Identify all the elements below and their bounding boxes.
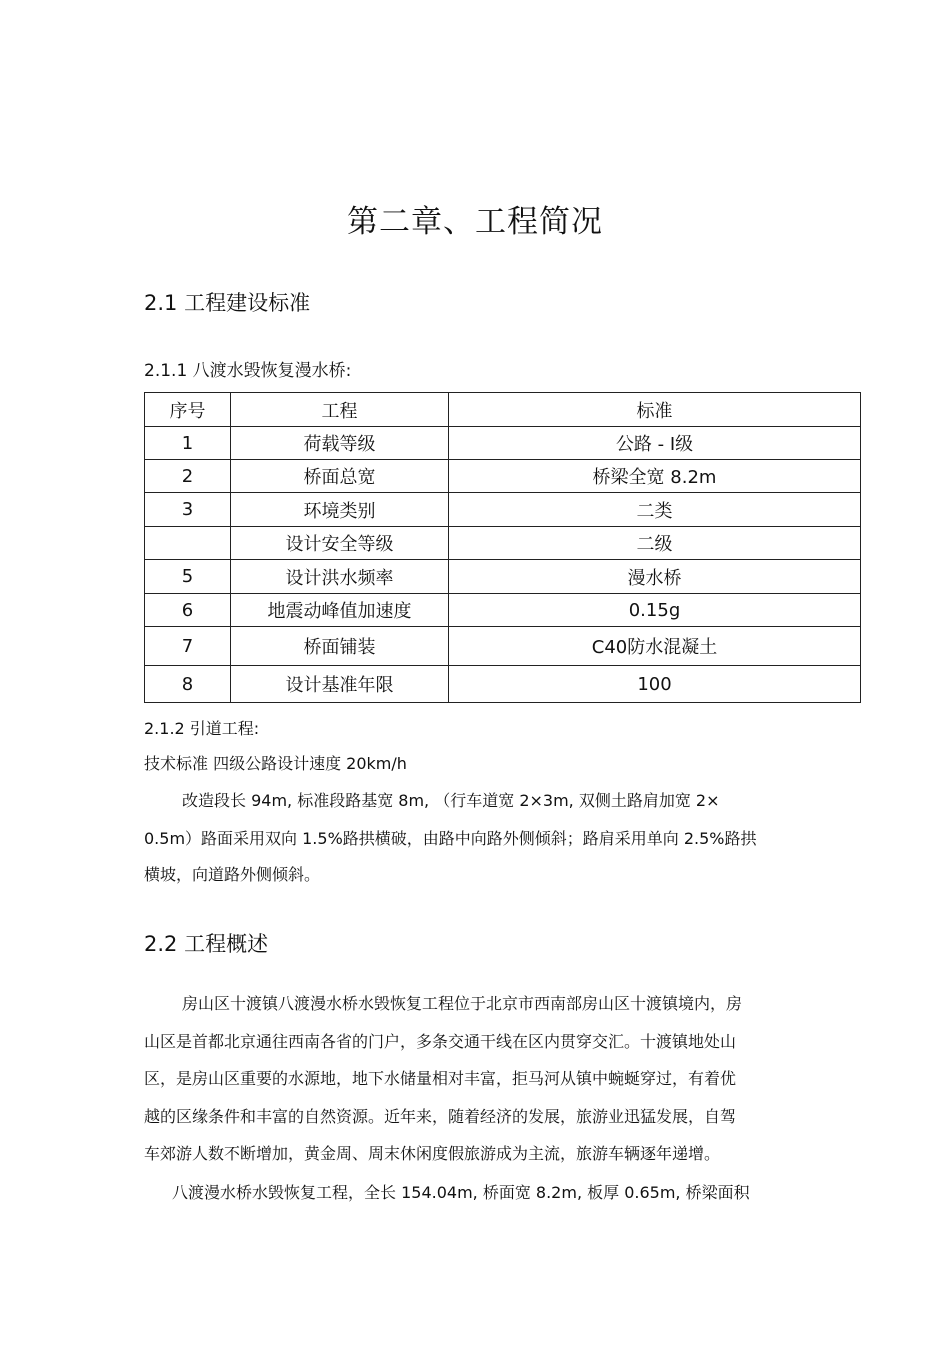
header-index: 序号	[145, 393, 231, 427]
cell-item: 设计安全等级	[231, 527, 449, 560]
table-row	[145, 594, 861, 627]
cell-item: 桥面总宽	[231, 460, 449, 493]
cell-index: 6	[145, 594, 231, 627]
cell-item: 地震动峰值加速度	[231, 594, 449, 627]
table-row	[145, 627, 861, 666]
cell-index: 5	[145, 560, 231, 594]
overview-line-3: 区，是房山区重要的水源地，地下水储量相对丰富，拒马河从镇中蜿蜒穿过，有着优	[144, 1069, 737, 1088]
table-row	[145, 493, 861, 527]
table-row	[145, 560, 861, 594]
table-row	[145, 427, 861, 460]
approach-line-3: 横坡，向道路外侧倾斜。	[144, 865, 321, 884]
table-row	[145, 460, 861, 493]
cell-index: 7	[145, 627, 231, 666]
cell-item: 桥面铺装	[231, 627, 449, 666]
overview-line-4: 越的区缘条件和丰富的自然资源。近年来，随着经济的发展，旅游业迅猛发展，自驾	[144, 1107, 737, 1126]
cell-item: 设计基准年限	[231, 666, 449, 703]
approach-line-1: 改造段长 94m, 标准段路基宽 8m, （行车道宽 2×3m, 双侧土路肩加宽 2×	[182, 791, 720, 810]
overview-line-6: 八渡漫水桥水毁恢复工程，全长 154.04m, 桥面宽 8.2m, 板厚 0.65m, 桥梁面积	[172, 1183, 750, 1202]
cell-standard: 漫水桥	[449, 560, 861, 594]
tech-standard-line: 技术标准 四级公路设计速度 20km/h	[144, 754, 407, 773]
section-heading-2-1: 2.1 工程建设标准	[144, 291, 311, 315]
cell-standard: 0.15g	[449, 594, 861, 627]
chapter-title: 第二章、工程简况	[347, 204, 603, 240]
approach-line-2: 0.5m）路面采用双向 1.5%路拱横破，由路中向路外侧倾斜；路肩采用单向 2.5%路拱	[144, 829, 757, 848]
overview-line-2: 山区是首都北京通往西南各省的门户，多条交通干线在区内贯穿交汇。十渡镇地处山	[144, 1032, 737, 1051]
bridge-standards-table	[144, 392, 861, 703]
header-item: 工程	[231, 393, 449, 427]
table-row	[145, 527, 861, 560]
overview-line-1: 房山区十渡镇八渡漫水桥水毁恢复工程位于北京市西南部房山区十渡镇境内，房	[182, 994, 743, 1013]
cell-item: 环境类别	[231, 493, 449, 527]
cell-standard: 100	[449, 666, 861, 703]
cell-item: 设计洪水频率	[231, 560, 449, 594]
cell-index: 2	[145, 460, 231, 493]
cell-index: 1	[145, 427, 231, 460]
cell-index: 3	[145, 493, 231, 527]
header-standard: 标准	[449, 393, 861, 427]
section-heading-2-2: 2.2 工程概述	[144, 932, 269, 956]
cell-standard: 公路 - Ⅰ级	[449, 427, 861, 460]
section-heading-2-1-1: 2.1.1 八渡水毁恢复漫水桥:	[144, 361, 352, 381]
table-row	[145, 666, 861, 703]
table-header-row	[145, 393, 861, 427]
overview-line-5: 车郊游人数不断增加，黄金周、周末休闲度假旅游成为主流，旅游车辆逐年递增。	[144, 1144, 721, 1163]
cell-standard: C40防水混凝土	[449, 627, 861, 666]
cell-index: 8	[145, 666, 231, 703]
cell-standard: 二类	[449, 493, 861, 527]
cell-index	[145, 527, 231, 560]
cell-standard: 二级	[449, 527, 861, 560]
section-heading-2-1-2: 2.1.2 引道工程:	[144, 719, 260, 738]
cell-item: 荷载等级	[231, 427, 449, 460]
cell-standard: 桥梁全宽 8.2m	[449, 460, 861, 493]
